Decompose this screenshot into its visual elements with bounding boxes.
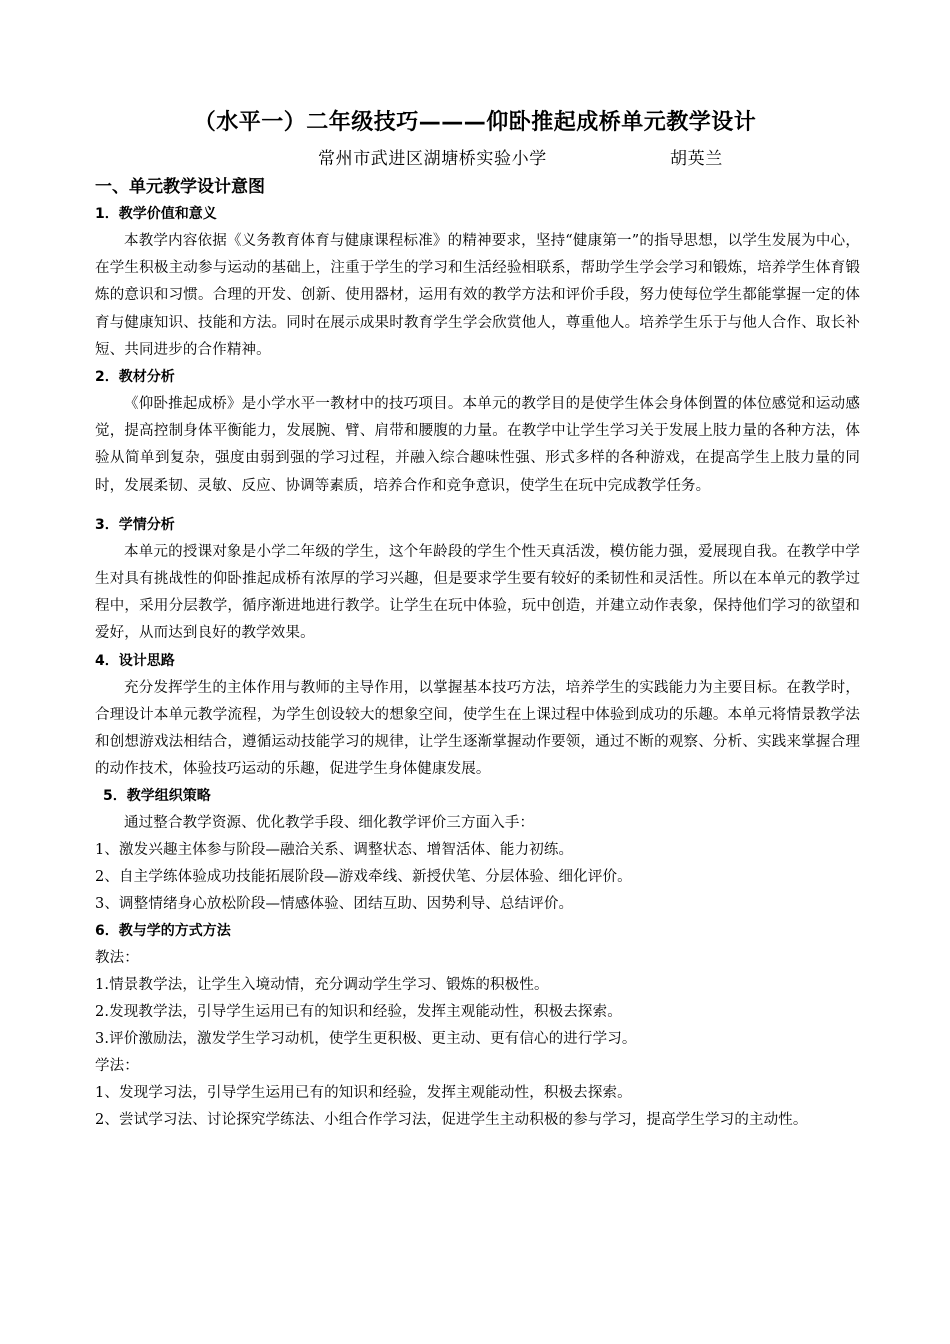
document-title: （水平一）二年级技巧———仰卧推起成桥单元教学设计	[193, 110, 757, 135]
learn-method-item: 1、发现学习法，引导学生运用已有的知识和经验，发挥主观能动性，积极去探索。	[95, 1085, 632, 1102]
subsection-heading-value: 1．教学价值和意义	[95, 206, 217, 222]
paragraph-design-idea: 充分发挥学生的主体作用与教师的主导作用，以掌握基本技巧方法，培养学生的实践能力为主要目标。在教学时，合理设计本单元教学流程，为学生创设较大的想象空间，使学生在上课过程中体验到成功的乐趣。本单元将情景教学法和创想游戏法相结合，遵循运动技能学习的规律，让学生逐渐掌握动作要领，通过不断的观察、分析、实践来掌握合理的动作技术，体验技巧运动的乐趣，促进学生身体健康发展。	[95, 679, 860, 778]
paragraph-value: 本教学内容依据《义务教育体育与健康课程标准》的精神要求，坚持“健康第一”的指导思想，以学生发展为中心，在学生积极主动参与运动的基础上，注重于学生的学习和生活经验相联系，帮助学生学会学习和锻炼，培养学生体育锻炼的意识和习惯。合理的开发、创新、使用器材，运用有效的教学方法和评价手段，努力使每位学生都能掌握一定的体育与健康知识、技能和方法。同时在展示成果时教育学生学会欣赏他人，尊重他人。培养学生乐于与他人合作、取长补短、共同进步的合作精神。	[95, 233, 860, 358]
strategy-intro: 通过整合教学资源、优化教学手段、细化教学评价三方面入手：	[124, 815, 535, 832]
teach-method-item: 1.情景教学法，让学生入境动情，充分调动学生学习、锻炼的积极性。	[95, 977, 549, 994]
teach-method-item: 3.评价激励法，激发学生学习动机，使学生更积极、更主动、更有信心的进行学习。	[95, 1031, 637, 1048]
learn-method-item: 2、尝试学习法、讨论探究学练法、小组合作学习法，促进学生主动积极的参与学习，提高学生学习的主动性。	[95, 1112, 808, 1129]
teach-method-item: 2.发现教学法，引导学生运用已有的知识和经验，发挥主观能动性，积极去探索。	[95, 1004, 622, 1021]
learn-methods-label: 学法：	[95, 1058, 139, 1075]
author-school: 常州市武进区湖塘桥实验小学	[318, 149, 547, 169]
author-name: 胡英兰	[670, 149, 723, 169]
subsection-heading-strategy: 5．教学组织策略	[103, 788, 211, 805]
subsection-heading-design-idea: 4．设计思路	[95, 652, 175, 669]
subsection-heading-methods: 6．教与学的方式方法	[95, 923, 231, 940]
strategy-item: 3、调整情绪身心放松阶段—情感体验、团结互助、因势利导、总结评价。	[95, 896, 574, 913]
subsection-heading-students: 3．学情分析	[95, 516, 175, 533]
teach-methods-label: 教法：	[95, 950, 139, 967]
paragraph-students: 本单元的授课对象是小学二年级的学生，这个年龄段的学生个性天真活泼，模仿能力强，爱展现自我。在教学中学生对具有挑战性的仰卧推起成桥有浓厚的学习兴趣，但是要求学生要有较好的柔韧性和灵活性。所以在本单元的教学过程中，采用分层教学，循序渐进地进行教学。让学生在玩中体验，玩中创造，并建立动作表象，保持他们学习的欲望和爱好，从而达到良好的教学效果。	[95, 543, 860, 642]
subsection-heading-material: 2．教材分析	[95, 369, 175, 386]
section-heading-design-intent: 一、单元教学设计意图	[95, 177, 265, 197]
document-body	[95, 174, 860, 1134]
strategy-item: 2、自主学练体验成功技能拓展阶段—游戏牵线、新授伏笔、分层体验、细化评价。	[95, 869, 632, 886]
paragraph-material: 《仰卧推起成桥》是小学水平一教材中的技巧项目。本单元的教学目的是使学生体会身体倒置的体位感觉和运动感觉，提高控制身体平衡能力，发展腕、臂、肩带和腰腹的力量。在教学中让学生学习关于发展上肢力量的各种方法，体验从简单到复杂，强度由弱到强的学习过程，并融入综合趣味性强、形式多样的各种游戏，在提高学生上肢力量的同时，发展柔韧、灵敏、反应、协调等素质，培养合作和竞争意识，使学生在玩中完成教学任务。	[95, 396, 860, 494]
strategy-item: 1、激发兴趣主体参与阶段—融洽关系、调整状态、增智活体、能力初练。	[95, 842, 574, 859]
spacer	[95, 500, 860, 512]
